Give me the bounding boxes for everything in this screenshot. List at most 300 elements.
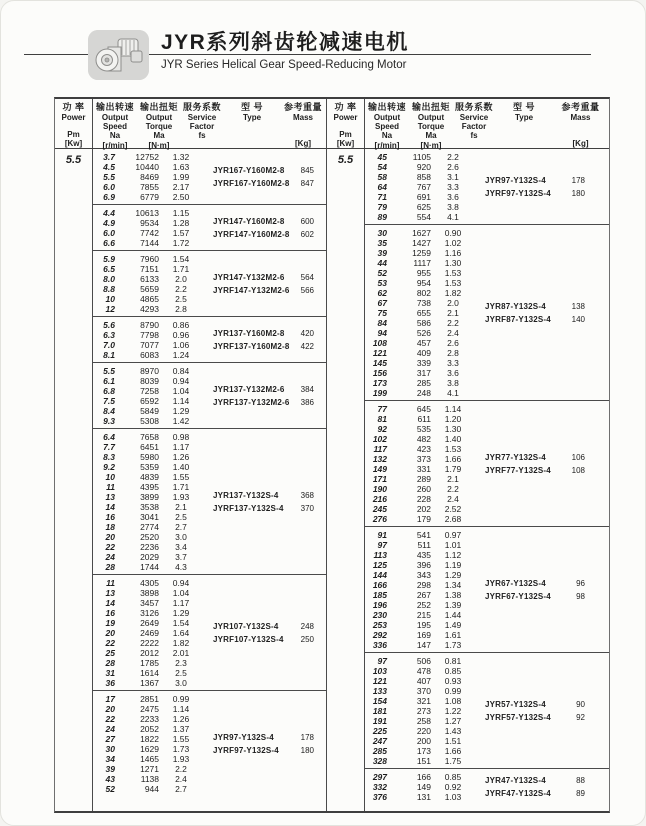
service-factor-value: 1.42	[172, 415, 190, 426]
service-factor-value: 0.98	[172, 431, 190, 442]
rate-group	[364, 224, 609, 400]
table-row	[364, 434, 609, 444]
service-factor-value: 2.2	[447, 483, 459, 494]
speed-value: 44	[377, 257, 387, 268]
torque-value: 511	[417, 539, 431, 550]
model-type-label: JYRF147-Y160M2-8	[213, 229, 290, 239]
service-factor-value: 1.40	[444, 433, 462, 444]
table-row	[364, 620, 609, 630]
speed-value: 253	[372, 619, 387, 630]
rate-group	[364, 652, 609, 768]
speed-value: 53	[377, 277, 387, 288]
torque-value: 200	[416, 735, 431, 746]
torque-value: 2774	[140, 521, 159, 532]
speed-value: 16	[105, 607, 115, 618]
header-mass: 参考重量 Mass [Kg]	[283, 102, 322, 148]
table-row	[364, 610, 609, 620]
torque-value: 1822	[140, 733, 159, 744]
speed-value: 91	[377, 529, 387, 540]
service-factor-value: 2.2	[447, 317, 459, 328]
model-type-label: JYR47-Y132S-4	[485, 775, 546, 785]
service-factor-value: 0.94	[172, 375, 190, 386]
power-value: 5.5	[65, 154, 82, 166]
speed-value: 13	[105, 587, 115, 598]
service-factor-value: 2.3	[175, 657, 187, 668]
service-factor-value: 2.2	[175, 763, 187, 774]
torque-value: 321	[416, 695, 431, 706]
table-row	[364, 560, 609, 570]
model-mass-value: 370	[300, 503, 314, 513]
model-row	[473, 313, 609, 326]
service-factor-value: 1.54	[172, 617, 190, 628]
table-row	[92, 764, 326, 774]
speed-value: 247	[372, 735, 387, 746]
torque-value: 179	[416, 513, 431, 524]
service-factor-value: 1.71	[172, 481, 190, 492]
torque-value: 273	[416, 705, 431, 716]
speed-value: 11	[106, 481, 115, 492]
service-factor-value: 2.0	[447, 297, 459, 308]
service-factor-value: 2.4	[447, 493, 459, 504]
speed-value: 39	[377, 247, 387, 258]
speed-value: 156	[372, 367, 387, 378]
speed-value: 14	[105, 597, 115, 608]
speed-value: 103	[372, 665, 387, 676]
torque-value: 6779	[140, 191, 159, 202]
service-factor-value: 3.0	[175, 677, 187, 688]
service-factor-value: 2.5	[175, 667, 187, 678]
table-row	[364, 540, 609, 550]
table-row	[92, 542, 326, 552]
speed-value: 97	[377, 655, 387, 666]
service-factor-value: 1.39	[444, 599, 462, 610]
speed-value: 245	[372, 503, 387, 514]
torque-value: 1367	[140, 677, 159, 688]
table-row	[92, 784, 326, 794]
table-row	[364, 656, 609, 666]
table-row	[364, 494, 609, 504]
model-type-label: JYR137-Y132S-4	[213, 490, 279, 500]
speed-value: 216	[372, 493, 387, 504]
torque-value: 7960	[140, 253, 159, 264]
torque-value: 409	[416, 347, 431, 358]
speed-value: 97	[377, 539, 387, 550]
service-factor-value: 1.51	[444, 735, 462, 746]
torque-value: 1785	[140, 657, 159, 668]
service-factor-value: 1.82	[444, 287, 462, 298]
speed-value: 328	[372, 755, 387, 766]
model-type-label: JYR87-Y132S-4	[485, 301, 546, 311]
torque-value: 5659	[140, 283, 159, 294]
rate-group	[92, 362, 326, 428]
speed-value: 7.0	[103, 339, 115, 350]
torque-value: 6451	[140, 441, 159, 452]
model-row	[473, 300, 609, 313]
speed-value: 125	[372, 559, 387, 570]
service-factor-value: 1.03	[444, 791, 462, 802]
torque-value: 2052	[140, 723, 159, 734]
service-factor-value: 2.50	[172, 191, 190, 202]
torque-value: 2236	[140, 541, 159, 552]
torque-value: 131	[416, 791, 431, 802]
speed-value: 75	[377, 307, 387, 318]
service-factor-value: 0.85	[444, 771, 462, 782]
torque-value: 506	[416, 655, 431, 666]
torque-value: 738	[416, 297, 431, 308]
service-factor-value: 1.32	[172, 151, 190, 162]
rate-group	[92, 428, 326, 574]
torque-value: 944	[144, 783, 159, 794]
speed-value: 285	[372, 745, 387, 756]
torque-value: 2851	[140, 693, 159, 704]
service-factor-value: 2.52	[444, 503, 462, 514]
torque-value: 7658	[140, 431, 159, 442]
rate-group	[92, 250, 326, 316]
model-block	[201, 164, 326, 190]
speed-value: 24	[105, 723, 115, 734]
model-row	[201, 177, 326, 190]
speed-value: 6.9	[103, 191, 115, 202]
header-type: 型 号 Type	[240, 102, 263, 122]
service-factor-value: 1.28	[172, 217, 190, 228]
model-mass-value: 845	[300, 165, 314, 175]
model-mass-value: 600	[300, 216, 314, 226]
table-row	[364, 268, 609, 278]
model-type-label: JYRF137-Y160M2-8	[213, 341, 290, 351]
page-subtitle: JYR Series Helical Gear Speed-Reducing Motor	[161, 59, 407, 71]
speed-value: 19	[105, 617, 115, 628]
speed-value: 39	[105, 763, 115, 774]
model-row	[201, 284, 326, 297]
torque-value: 1259	[412, 247, 431, 258]
speed-value: 5.9	[103, 253, 115, 264]
service-factor-value: 1.19	[444, 559, 462, 570]
service-factor-value: 2.1	[447, 307, 459, 318]
service-factor-value: 1.29	[444, 569, 462, 580]
header-power: 功 率 Power Pm [Kw]	[333, 102, 358, 148]
rate-group	[364, 400, 609, 526]
service-factor-value: 2.17	[172, 181, 190, 192]
model-block	[201, 383, 326, 409]
table-row	[364, 388, 609, 398]
torque-value: 2029	[140, 551, 159, 562]
speed-value: 58	[377, 171, 387, 182]
table-row	[364, 328, 609, 338]
torque-value: 802	[416, 287, 431, 298]
service-factor-value: 1.14	[444, 403, 462, 414]
model-mass-value: 180	[300, 745, 314, 755]
speed-value: 13	[105, 491, 115, 502]
model-mass-value: 108	[571, 465, 585, 475]
torque-value: 285	[416, 377, 431, 388]
torque-value: 482	[416, 433, 431, 444]
service-factor-value: 1.30	[444, 423, 462, 434]
speed-value: 45	[377, 151, 387, 162]
service-factor-value: 0.92	[444, 781, 462, 792]
model-type-label: JYRF107-Y132S-4	[213, 634, 284, 644]
service-factor-value: 1.26	[172, 713, 190, 724]
table-row	[364, 630, 609, 640]
service-factor-value: 0.85	[444, 665, 462, 676]
torque-value: 645	[416, 403, 431, 414]
model-row	[201, 164, 326, 177]
service-factor-value: 3.8	[447, 377, 459, 388]
torque-value: 5849	[140, 405, 159, 416]
model-row	[201, 731, 326, 744]
service-factor-value: 0.84	[172, 365, 190, 376]
speed-value: 64	[377, 181, 387, 192]
service-factor-value: 1.40	[172, 461, 190, 472]
speed-value: 190	[372, 483, 387, 494]
torque-value: 10613	[135, 207, 159, 218]
service-factor-value: 1.63	[172, 161, 190, 172]
torque-value: 3126	[140, 607, 159, 618]
model-block	[201, 327, 326, 353]
torque-value: 1105	[412, 151, 431, 162]
table-row	[364, 238, 609, 248]
service-factor-value: 2.68	[444, 513, 462, 524]
speed-value: 108	[372, 337, 387, 348]
torque-value: 3041	[140, 511, 159, 522]
header-output-speed: 输出转速 Output Speed Na [r/min]	[95, 102, 134, 150]
service-factor-value: 1.24	[172, 349, 190, 360]
speed-value: 149	[372, 463, 387, 474]
service-factor-value: 1.82	[172, 637, 190, 648]
speed-value: 8.4	[103, 405, 115, 416]
service-factor-value: 1.99	[172, 171, 190, 182]
service-factor-value: 1.66	[444, 745, 462, 756]
service-factor-value: 2.1	[175, 501, 187, 512]
table-row	[92, 522, 326, 532]
service-factor-value: 1.38	[444, 589, 462, 600]
table-row	[364, 640, 609, 650]
header-output-torque: 输出扭矩 Output Torque Ma [N·m]	[139, 102, 178, 150]
spec-table	[54, 97, 610, 813]
speed-value: 30	[377, 227, 387, 238]
model-block	[201, 731, 326, 757]
table-row	[364, 514, 609, 524]
torque-value: 1427	[412, 237, 431, 248]
table-row	[364, 756, 609, 766]
speed-value: 10	[105, 471, 115, 482]
gear-motor-logo-icon	[88, 30, 149, 80]
model-row	[201, 228, 326, 241]
service-factor-value: 0.81	[444, 655, 462, 666]
speed-value: 35	[377, 237, 387, 248]
model-mass-value: 96	[576, 578, 585, 588]
service-factor-value: 0.90	[444, 227, 462, 238]
model-row	[473, 464, 609, 477]
service-factor-value: 3.0	[175, 531, 187, 542]
torque-value: 535	[416, 423, 431, 434]
torque-value: 260	[416, 483, 431, 494]
table-row	[92, 472, 326, 482]
service-factor-value: 2.2	[447, 151, 459, 162]
service-factor-value: 0.96	[172, 329, 190, 340]
service-factor-value: 1.53	[444, 443, 462, 454]
torque-value: 7144	[140, 237, 159, 248]
torque-value: 457	[416, 337, 431, 348]
model-type-label: JYR137-Y132M2-6	[213, 384, 285, 394]
service-factor-value: 1.30	[444, 257, 462, 268]
model-row	[473, 711, 609, 724]
service-factor-value: 1.27	[444, 715, 462, 726]
service-factor-value: 1.01	[444, 539, 462, 550]
speed-value: 117	[373, 443, 387, 454]
model-mass-value: 250	[300, 634, 314, 644]
speed-value: 5.5	[103, 365, 115, 376]
model-type-label: JYRF97-Y132S-4	[213, 745, 279, 755]
model-type-label: JYRF87-Y132S-4	[485, 314, 551, 324]
service-factor-value: 1.55	[172, 733, 190, 744]
service-factor-value: 2.6	[447, 337, 459, 348]
speed-value: 5.6	[103, 319, 115, 330]
speed-value: 102	[372, 433, 387, 444]
model-row	[201, 502, 326, 515]
speed-value: 8.0	[103, 273, 115, 284]
service-factor-value: 1.73	[444, 639, 462, 650]
torque-value: 611	[417, 413, 431, 424]
rate-group	[92, 204, 326, 250]
service-factor-value: 2.5	[175, 511, 187, 522]
speed-value: 6.5	[103, 263, 115, 274]
table-row	[364, 288, 609, 298]
table-row	[92, 704, 326, 714]
speed-value: 173	[372, 377, 387, 388]
torque-value: 151	[416, 755, 431, 766]
header-service-factor: 服务系数 Service Factor fs	[454, 102, 493, 141]
table-row	[92, 608, 326, 618]
speed-value: 121	[372, 675, 387, 686]
model-mass-value: 138	[571, 301, 585, 311]
torque-value: 215	[416, 609, 431, 620]
torque-value: 625	[416, 201, 431, 212]
table-row	[92, 152, 326, 162]
speed-value: 332	[372, 781, 387, 792]
model-mass-value: 106	[571, 452, 585, 462]
torque-value: 2012	[140, 647, 159, 658]
speed-value: 336	[372, 639, 387, 650]
service-factor-value: 1.55	[172, 471, 190, 482]
torque-value: 4839	[140, 471, 159, 482]
model-mass-value: 566	[300, 285, 314, 295]
speed-value: 4.4	[103, 207, 115, 218]
torque-value: 407	[416, 675, 431, 686]
service-factor-value: 1.20	[444, 413, 462, 424]
table-row	[364, 686, 609, 696]
speed-value: 6.3	[103, 329, 115, 340]
torque-value: 478	[416, 665, 431, 676]
service-factor-value: 1.16	[444, 247, 462, 258]
torque-value: 541	[416, 529, 431, 540]
torque-value: 195	[416, 619, 431, 630]
service-factor-value: 1.93	[172, 753, 190, 764]
torque-value: 220	[416, 725, 431, 736]
service-factor-value: 2.4	[175, 773, 187, 784]
model-row	[201, 620, 326, 633]
service-factor-value: 1.06	[172, 339, 190, 350]
table-row	[92, 452, 326, 462]
table-row	[92, 694, 326, 704]
speed-value: 30	[105, 743, 115, 754]
table-row	[92, 562, 326, 572]
torque-value: 228	[416, 493, 431, 504]
service-factor-value: 1.57	[172, 227, 190, 238]
speed-value: 94	[377, 327, 387, 338]
table-row	[364, 378, 609, 388]
service-factor-value: 1.72	[172, 237, 190, 248]
torque-value: 267	[416, 589, 431, 600]
speed-value: 230	[372, 609, 387, 620]
rate-group	[92, 149, 326, 204]
table-row	[92, 552, 326, 562]
torque-value: 3898	[140, 587, 159, 598]
speed-value: 9.3	[103, 415, 115, 426]
speed-value: 16	[105, 511, 115, 522]
torque-value: 767	[416, 181, 431, 192]
torque-value: 955	[416, 267, 431, 278]
model-type-label: JYR57-Y132S-4	[485, 699, 546, 709]
model-mass-value: 180	[571, 188, 585, 198]
table-row	[92, 598, 326, 608]
speed-value: 133	[372, 685, 387, 696]
torque-value: 7258	[140, 385, 159, 396]
speed-value: 77	[377, 403, 387, 414]
table-row	[92, 648, 326, 658]
torque-value: 298	[416, 579, 431, 590]
table-row	[364, 484, 609, 494]
model-mass-value: 847	[300, 178, 314, 188]
service-factor-value: 0.94	[172, 577, 190, 588]
speed-value: 144	[372, 569, 387, 580]
table-row	[92, 678, 326, 688]
speed-value: 43	[105, 773, 115, 784]
table-row	[364, 338, 609, 348]
model-block	[473, 451, 609, 477]
model-mass-value: 386	[300, 397, 314, 407]
speed-value: 181	[372, 705, 387, 716]
service-factor-value: 3.6	[447, 367, 459, 378]
table-row	[92, 532, 326, 542]
speed-value: 113	[373, 549, 387, 560]
speed-value: 54	[377, 161, 387, 172]
power-value: 5.5	[337, 154, 354, 166]
speed-value: 8.3	[103, 451, 115, 462]
speed-value: 276	[372, 513, 387, 524]
torque-value: 1138	[140, 773, 159, 784]
torque-value: 554	[416, 211, 431, 222]
speed-value: 67	[377, 297, 387, 308]
table-row	[92, 774, 326, 784]
table-row	[92, 578, 326, 588]
service-factor-value: 2.1	[447, 473, 459, 484]
header-power: 功 率 Power Pm [Kw]	[61, 102, 86, 148]
torque-value: 7077	[140, 339, 159, 350]
speed-value: 14	[105, 501, 115, 512]
torque-value: 1627	[412, 227, 431, 238]
service-factor-value: 1.04	[172, 587, 190, 598]
torque-value: 166	[416, 771, 431, 782]
torque-value: 691	[416, 191, 431, 202]
speed-value: 24	[105, 551, 115, 562]
model-row	[201, 327, 326, 340]
service-factor-value: 1.02	[444, 237, 462, 248]
model-mass-value: 98	[576, 591, 585, 601]
speed-value: 6.0	[103, 181, 115, 192]
speed-value: 4.9	[103, 217, 115, 228]
speed-value: 22	[105, 541, 115, 552]
service-factor-value: 1.14	[172, 703, 190, 714]
